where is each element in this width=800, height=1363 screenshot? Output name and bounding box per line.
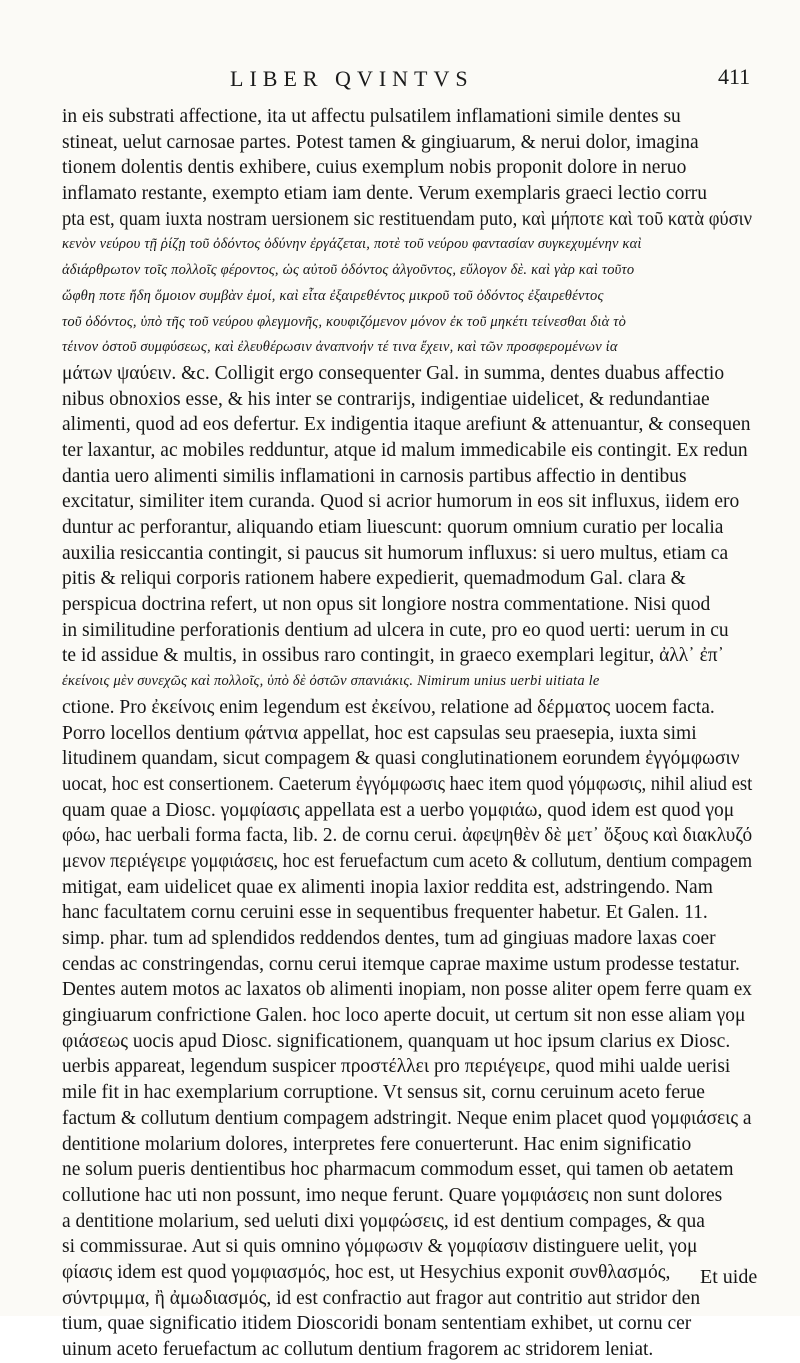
text-line: stineat, uelut carnosae partes. Potest tamen & gingiuarum, & nerui dolor, imagina (62, 131, 699, 153)
text-line: alimenti, quod ad eos defertur. Ex indigentia itaque arefiunt & attenuantur, & consequen (62, 414, 751, 436)
text-line: ne solum pueris dentientibus hoc pharmacum commodum esset, qui tamen ob aetatem (62, 1159, 734, 1181)
text-line: duntur ac perforantur, aliquando etiam liuescunt: quorum omnium curatio per localia (62, 517, 724, 538)
page-number: 411 (718, 64, 751, 89)
text-line: Dentes autem motos ac laxatos ob alimenti inopiam, non posse aliter opem ferre quam ex (62, 979, 752, 1001)
text-line: in eis substrati affectione, ita ut affectu pulsatilem inflamationi simile dentes su (62, 106, 681, 127)
text-line: ἐκείνοις μὲν συνεχῶς καὶ πολλοῖς, ὑπὸ δὲ ὀστῶν σπανιάκις. Nimirum unius uerbi uitiata le (62, 673, 600, 690)
page-header (0, 60, 800, 100)
text-line: τέινον ὀστοῦ συμφύσεως, καὶ ἐλευθέρωσιν ἀναπνοήν τέ τινα ἔχειν, καὶ τῶν προσφερομένων ἰα (62, 339, 618, 356)
text-line: cendas ac constringendas, cornu cerui itemque caprae maxime ustum prodesse testatur. (62, 953, 740, 975)
text-line: tium, quae significatio itidem Dioscoridi bonam sententiam exhibet, ut cornu cer (62, 1313, 692, 1335)
text-line: κενὸν νεύρου τῇ ῥίζῃ τοῦ ὀδόντος ὀδύνην ἐργάζεται, ποτὲ τοῦ νεύρου φαντασίαν συγκεχυμένην καὶ (62, 236, 642, 253)
text-line: uinum aceto feruefactum ac collutum dentium fragorem ac stridorem leniat. (62, 1339, 654, 1360)
text-line: inflamato restante, exempto etiam iam dente. Verum exemplaris graeci lectio corru (62, 183, 708, 205)
text-line: φίασις idem est quod γομφιασμός, hoc est, ut Hesychius exponit συνθλασμός, (62, 1261, 671, 1283)
text-line: uocat, hoc est consertionem. Caeterum ἐγγόμφωσις haec item quod γόμφωσις, nihil aliud est (62, 773, 753, 795)
running-head: LIBER QVINTVS (230, 66, 474, 91)
text-line: μενον περιέγειρε γομφιάσεις, hoc est feruefactum cum aceto & collutum, dentium compagem (62, 850, 753, 872)
text-line: simp. phar. tum ad splendidos reddendos dentes, tum ad gingiuas madore laxas coer (62, 928, 716, 949)
text-line: ὤφθη ποτε ἤδη ὅμοιον συμβὰν ἐμοί, καὶ εἶτα ἐξαιρεθέντος μικροῦ τοῦ ὀδόντος ἐξαιρεθέντος (62, 287, 604, 304)
text-line: ter laxantur, ac mobiles redduntur, atque id malum immedicabile eis contingit. Ex redun (62, 439, 748, 461)
text-line: auxilia resiccantia contingit, si paucus sit humorum influxus: si uero multus, etiam ca (62, 542, 729, 564)
text-line: si commissurae. Aut si quis omnino γόμφωσιν & γομφίασιν distinguere uelit, γομ (62, 1236, 698, 1258)
text-line: ἀδιάρθρωτον τοῖς πολλοῖς φέροντος, ὡς αὐτοῦ ὀδόντος ἀλγοῦντος, εὔλογον δὲ. καὶ γὰρ καὶ τοῦτο (62, 262, 635, 279)
text-line: factum & collutum dentium compagem adstringit. Neque enim placet quod γομφιάσεις a (62, 1107, 752, 1129)
text-line: φόω, hac uerbali forma facta, lib. 2. de cornu cerui. ἀφεψηθὲν δὲ μετ᾽ ὄξους καὶ διακλυζό (62, 825, 753, 847)
text-line: σύντριμμα, ἢ ἀμωδιασμός, id est confractio aut fragor aut contritio aut stridor den (62, 1287, 701, 1309)
text-line: te id assidue & multis, in ossibus raro contingit, in graeco exemplari legitur, ἀλλ᾽ ἐπ᾽ (62, 645, 725, 667)
text-line: tionem dolentis dentis exhibere, cuius exemplum nobis proponit dolore in neruo (62, 157, 687, 179)
text-line: mile fit in hac exemplarium corruptione. Vt sensus sit, cornu ceruinum aceto ferue (62, 1082, 705, 1104)
text-line: dentitione molarium dolores, interpretes fere conuerterunt. Hac enim significatio (62, 1133, 692, 1155)
text-line: in similitudine perforationis dentium ad ulcera in cute, pro eo quod uerti: uerum in cu (62, 619, 729, 641)
text-line: μάτων ψαύειν. &c. Colligit ergo consequenter Gal. in summa, dentes duabus affectio (62, 362, 725, 384)
text-line: dantia uero alimenti similis inflamationi in carnosis partibus affectio in dentibus (62, 465, 687, 487)
text-line: Porro locellos dentium φάτνια appellat, hoc est capsulas seu praesepia, iuxta simi (62, 722, 697, 744)
text-line: φιάσεως uocis apud Diosc. significationem, quanquam ut hoc ipsum clarius ex Diosc. (62, 1030, 731, 1052)
text-line: collutione hac uti non possunt, imo neque ferunt. Quare γομφιάσεις non sunt dolores (62, 1184, 723, 1206)
text-line: τοῦ ὀδόντος, ὑπὸ τῆς τοῦ νεύρου φλεγμονῆς, κουφιζόμενον μόνον ἐκ τοῦ μηκέτι τείνεσθαι διὰ τὸ (62, 313, 627, 330)
text-line: nibus obnoxios esse, & his inter se contrarijs, indigentiae uidelicet, & redundantiae (62, 388, 710, 410)
text-line: a dentitione molarium, sed ueluti dixi γομφώσεις, id est dentium compages, & qua (62, 1210, 705, 1232)
text-line: quam quae a Diosc. γομφίασις appellata est a uerbo γομφιάω, quod idem est quod γομ (62, 799, 735, 821)
catchword: Et uide (700, 1266, 758, 1288)
body-text (62, 104, 752, 1363)
text-line: litudinem quandam, sicut compagem & quasi conglutinationem eorundem ἐγγόμφωσιν (62, 748, 740, 770)
text-line: uerbis appareat, legendum suspicer προστέλλει pro περιέγειρε, quod mihi ualde uerisi (62, 1056, 731, 1078)
text-line: pta est, quam iuxta nostram uersionem sic restituendam puto, καὶ μήποτε καὶ τοῦ κατὰ φύσιν (62, 208, 753, 230)
text-line: mitigat, eam uidelicet quae ex alimenti inopia laxior reddita est, adstringendo. Nam (62, 876, 713, 898)
text-line: excitatur, similiter item curanda. Quod si acrior humorum in eos sit influxus, iidem ero (62, 491, 740, 513)
text-line: gingiuarum confrictione Galen. hoc loco aperte docuit, ut certum sit non esse aliam γομ (62, 1005, 746, 1027)
text-line: pitis & reliqui corporis rationem habere expedierit, quemadmodum Gal. clara & (62, 568, 686, 590)
text-line: hanc facultatem cornu ceruini esse in sequentibus frequenter habetur. Et Galen. 11. (62, 902, 708, 924)
text-line: perspicua doctrina refert, ut non opus sit longiore nostra commentatione. Nisi quod (62, 594, 711, 616)
text-line: ctione. Pro ἐκείνοις enim legendum est ἐκείνου, relatione ad δέρματος uocem facta. (62, 696, 715, 718)
